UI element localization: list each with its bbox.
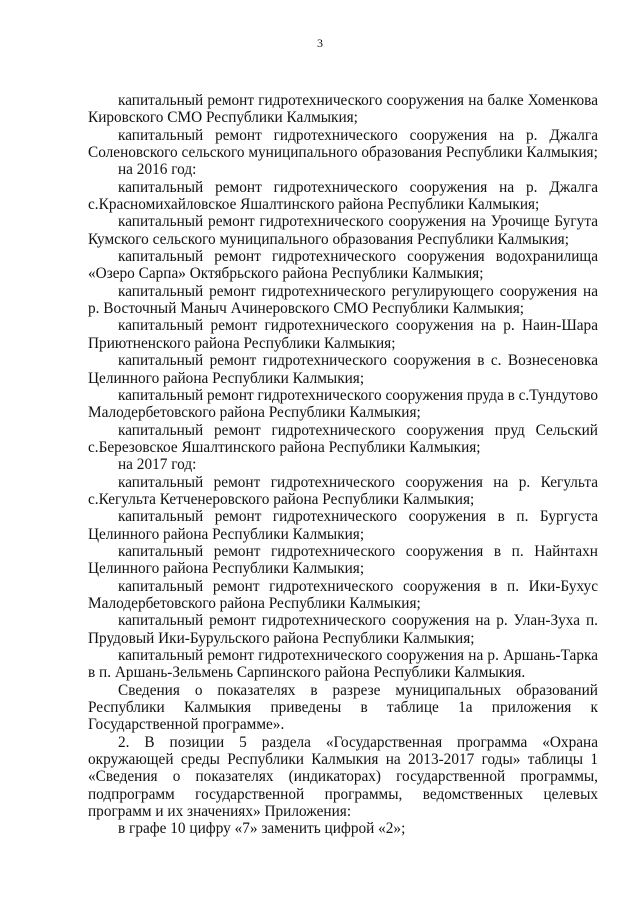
paragraph: капитальный ремонт гидротехнического сооружения пруда в с.Тундутово Малодербетовского района Республики Калмыкия; <box>88 386 598 422</box>
paragraph: капитальный ремонт гидротехнического сооружения на Урочище Бугута Кумского сельского муниципального образования Республики Калмыкия; <box>88 213 598 248</box>
paragraph: капитальный ремонт гидротехнического сооружения в с. Вознесеновка Целинного района Республики Калмыкия; <box>88 352 598 387</box>
paragraph: капитальный ремонт гидротехнического сооружения на р. Кегульта с.Кегульта Кетченеровского района Республики Калмыкия; <box>88 473 598 508</box>
paragraph: капитальный ремонт гидротехнического сооружения водохранилища «Озеро Сарпа» Октябрьского района Республики Калмыкия; <box>88 248 598 283</box>
paragraph: капитальный ремонт гидротехнического сооружения на р. Аршань-Тарка в п. Аршань-Зельмень Сарпинского района Республики Калмыкия. <box>88 647 598 682</box>
paragraph: капитальный ремонт гидротехнического сооружения на балке Хоменкова Кировского СМО Республики Калмыкия; <box>88 92 598 127</box>
year-heading-2016: на 2016 год: <box>118 161 197 179</box>
paragraph: в графе 10 цифру «7» заменить цифрой «2»; <box>118 820 406 838</box>
year-heading-2017: на 2017 год: <box>118 456 197 474</box>
paragraph: капитальный ремонт гидротехнического регулирующего сооружения на р. Восточный Маныч Ачинеровского СМО Республики Калмыкия; <box>88 282 598 318</box>
paragraph: капитальный ремонт гидротехнического сооружения пруд Сельский с.Березовское Яшалтинского района Республики Калмыкия; <box>88 421 598 456</box>
paragraph: капитальный ремонт гидротехнического сооружения на р. Наин-Шара Приютненского района Республики Калмыкия; <box>88 317 598 352</box>
paragraph: капитальный ремонт гидротехнического сооружения в п. Бургуста Целинного района Республики Калмыкия; <box>88 508 598 543</box>
paragraph: капитальный ремонт гидротехнического сооружения на р. Улан-Зуха п. Прудовый Ики-Бурульского района Республики Калмыкия; <box>88 612 598 647</box>
paragraph: Сведения о показателях в разрезе муниципальных образований Республики Калмыкия приведены в таблице 1а приложения к Государственной программе». <box>88 681 598 734</box>
paragraph: капитальный ремонт гидротехнического сооружения в п. Ики-Бухус Малодербетовского района Республики Калмыкия; <box>88 577 598 612</box>
document-body <box>88 92 598 838</box>
paragraph: капитальный ремонт гидротехнического сооружения в п. Найнтахн Целинного района Республики Калмыкия; <box>88 542 598 578</box>
paragraph: капитальный ремонт гидротехнического сооружения на р. Джалга Соленовского сельского муниципального образования Республики Калмыкия; <box>88 126 598 162</box>
paragraph: капитальный ремонт гидротехнического сооружения на р. Джалга с.Красномихайловское Яшалтинского района Республики Калмыкия; <box>88 178 598 214</box>
paragraph: 2. В позиции 5 раздела «Государственная программа «Охрана окружающей среды Республики Калмыкия на 2013-2017 годы» таблицы 1 «Сведения о показателях (индикаторах) государственной программы, подпрограмм государственной программы, ведомственных целевых программ и их значениях» Приложения: <box>88 733 598 821</box>
page-number: 3 <box>317 36 323 50</box>
